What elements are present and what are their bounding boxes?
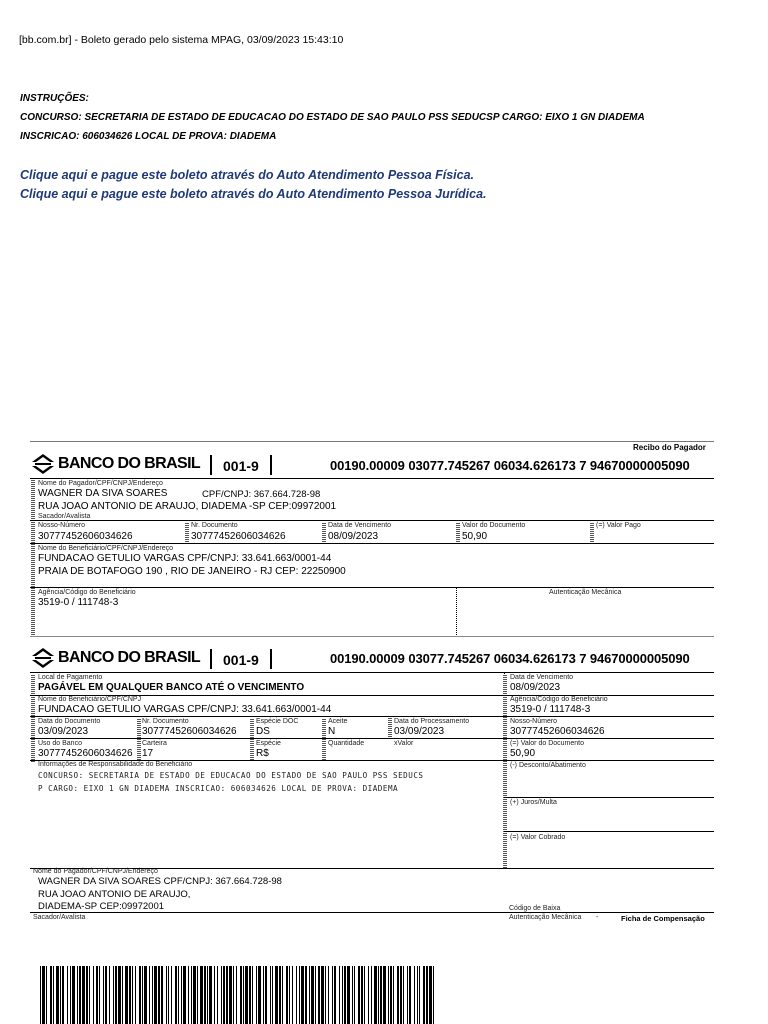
bank-separator	[270, 455, 272, 475]
ficha-valor-documento-label: (=) Valor do Documento	[510, 740, 584, 747]
browser-header-text: [bb.com.br] - Boleto gerado pelo sistema MPAG, 03/09/2023 15:43:10	[19, 34, 344, 46]
data-processamento-value: 03/09/2023	[394, 726, 445, 737]
bank-separator	[210, 649, 212, 669]
hatch-decoration	[31, 674, 35, 762]
local-pagamento-label: Local de Pagamento	[38, 674, 103, 681]
carteira-value: 17	[142, 748, 154, 759]
uso-banco-value: 30777452606034626	[38, 748, 133, 759]
ficha-pagador-line3: DIADEMA-SP CEP:09972001	[38, 901, 165, 912]
recibo-top-rule	[30, 441, 714, 442]
hatch-decoration	[590, 522, 594, 544]
hatch-decoration	[31, 480, 35, 635]
row-divider	[30, 672, 714, 673]
hatch-decoration	[322, 522, 326, 544]
ficha-vencimento-label: Data de Vencimento	[510, 674, 574, 681]
pagador-label: Nome do Pagador/CPF/CNPJ/Endereço	[38, 480, 163, 487]
beneficiario-address: PRAIA DE BOTAFOGO 190 , RIO DE JANEIRO - RJ CEP: 22250900	[38, 566, 346, 577]
row-divider	[30, 520, 714, 521]
ficha-nosso-numero-label: Nosso-Número	[510, 718, 558, 725]
linha-digitavel: 00190.00009 03077.745267 06034.626173 7 94670000005090	[330, 458, 690, 473]
hatch-decoration	[137, 718, 141, 760]
dotted-divider	[456, 588, 457, 635]
quantidade-label: Quantidade	[328, 740, 365, 747]
ficha-pagador-line1: WAGNER DA SIVA SOARES CPF/CNPJ: 367.664.728-98	[38, 876, 282, 887]
hatch-decoration	[503, 674, 507, 868]
nr-documento-label: Nr. Documento	[191, 522, 238, 529]
bank-name: BANCO DO BRASIL	[58, 649, 201, 666]
especie-label: Espécie	[256, 740, 281, 747]
cut-line	[30, 636, 714, 637]
hatch-decoration	[456, 522, 460, 544]
agencia-label: Agência/Código do Beneficiário	[38, 589, 136, 596]
linha-digitavel: 00190.00009 03077.745267 06034.626173 7 94670000005090	[330, 651, 690, 666]
pagador-name: WAGNER DA SIVA SOARES	[38, 488, 168, 499]
nosso-numero-value: 30777452606034626	[38, 531, 133, 542]
hatch-decoration	[185, 522, 189, 544]
ficha-pagador-line2: RUA JOAO ANTONIO DE ARAUJO,	[38, 889, 191, 900]
info-line2: P CARGO: EIXO 1 GN DIADEMA INSCRICAO: 606034626 LOCAL DE PROVA: DIADEMA	[38, 784, 399, 793]
nosso-numero-label: Nosso-Número	[38, 522, 86, 529]
juros-label: (+) Juros/Multa	[510, 799, 557, 806]
sacador-label: Sacador/Avalista	[38, 513, 91, 520]
autenticacao-dash: -	[596, 914, 599, 921]
barcode-bar	[433, 966, 434, 1024]
link-pessoa-juridica[interactable]: Clique aqui e pague este boleto através do Auto Atendimento Pessoa Jurídica.	[20, 187, 487, 201]
ficha-pagador-label: Nome do Pagador/CPF/CNPJ/Endereço	[33, 868, 158, 875]
agencia-value: 3519-0 / 111748-3	[38, 597, 119, 608]
info-beneficiario-label: Informações de Responsabilidade do Beneficiário	[38, 761, 193, 768]
bank-logo	[32, 454, 200, 474]
valor-documento-label: Valor do Documento	[462, 522, 526, 529]
ficha-vencimento-value: 08/09/2023	[510, 682, 561, 693]
vencimento-value: 08/09/2023	[328, 531, 379, 542]
uso-banco-label: Uso do Banco	[38, 740, 82, 747]
vencimento-label: Data de Vencimento	[328, 522, 392, 529]
valor-cobrado-label: (=) Valor Cobrado	[510, 834, 566, 841]
ficha-sacador-label: Sacador/Avalista	[33, 914, 86, 921]
data-processamento-label: Data do Processamento	[394, 718, 470, 725]
row-divider	[30, 587, 714, 588]
recibo-title: Recibo do Pagador	[633, 443, 706, 452]
data-documento-value: 03/09/2023	[38, 726, 89, 737]
instructions-title: INSTRUÇÕES:	[20, 93, 89, 104]
ficha-compensacao-label: Ficha de Compensação	[621, 914, 705, 923]
instructions-line1: CONCURSO: SECRETARIA DE ESTADO DE EDUCACAO DO ESTADO DE SAO PAULO PSS SEDUCSP CARGO: EIXO 1 GN DIADEMA	[20, 112, 645, 123]
nr-documento-value: 30777452606034626	[191, 531, 286, 542]
ficha-nr-documento-label: Nr. Documento	[142, 718, 189, 725]
bank-separator	[210, 455, 212, 475]
aceite-label: Aceite	[328, 718, 348, 725]
row-divider	[30, 912, 714, 913]
pagador-cpf: CPF/CNPJ: 367.664.728-98	[202, 489, 321, 500]
valor-documento-value: 50,90	[462, 531, 488, 542]
xvalor-label: xValor	[394, 740, 414, 747]
row-divider	[504, 797, 714, 798]
hatch-decoration	[388, 718, 392, 739]
bank-name: BANCO DO BRASIL	[58, 455, 201, 472]
especie-doc-label: Espécie DOC	[256, 718, 299, 725]
bank-code: 001-9	[223, 458, 259, 474]
carteira-label: Carteira	[142, 740, 167, 747]
bank-separator	[270, 649, 272, 669]
row-divider	[30, 738, 714, 739]
aceite-value: N	[328, 726, 336, 737]
ficha-autenticacao-label: Autenticação Mecânica	[509, 914, 582, 921]
ficha-beneficiario-value: FUNDACAO GETULIO VARGAS CPF/CNPJ: 33.641.663/0001-44	[38, 704, 332, 715]
desconto-label: (-) Desconto/Abatimento	[510, 762, 586, 769]
row-divider	[30, 478, 714, 479]
data-documento-label: Data do Documento	[38, 718, 101, 725]
row-divider	[30, 716, 714, 717]
barcode	[40, 966, 434, 1024]
row-divider	[30, 543, 714, 544]
ficha-nosso-numero-value: 30777452606034626	[510, 726, 605, 737]
local-pagamento-value: PAGÁVEL EM QUALQUER BANCO ATÉ O VENCIMENTO	[38, 682, 305, 693]
autenticacao-label: Autenticação Mecânica	[549, 589, 622, 596]
banco-do-brasil-logo-icon	[32, 454, 54, 474]
link-pessoa-fisica[interactable]: Clique aqui e pague este boleto através do Auto Atendimento Pessoa Física.	[20, 168, 475, 182]
ficha-valor-documento-value: 50,90	[510, 748, 536, 759]
ficha-agencia-value: 3519-0 / 111748-3	[510, 704, 591, 715]
especie-value: R$	[256, 748, 269, 759]
banco-do-brasil-logo-icon	[32, 648, 54, 668]
especie-doc-value: DS	[256, 726, 270, 737]
hatch-decoration	[322, 718, 326, 760]
info-line1: CONCURSO: SECRETARIA DE ESTADO DE EDUCACAO DO ESTADO DE SAO PAULO PSS SEDUCS	[38, 771, 424, 780]
ficha-beneficiario-label: Nome do Beneficiário/CPF/CNPJ	[38, 696, 142, 703]
hatch-decoration	[250, 718, 254, 760]
ficha-nr-documento-value: 30777452606034626	[142, 726, 237, 737]
beneficiario-label: Nome do Beneficiário/CPF/CNPJ/Endereço	[38, 545, 174, 552]
ficha-agencia-label: Agência/Código do Beneficiário	[510, 696, 608, 703]
pagador-address: RUA JOAO ANTONIO DE ARAUJO, DIADEMA -SP CEP:09972001	[38, 501, 337, 512]
instructions-line2: INSCRICAO: 606034626 LOCAL DE PROVA: DIADEMA	[20, 131, 277, 142]
valor-pago-label: (=) Valor Pago	[596, 522, 641, 529]
bank-logo	[32, 648, 200, 668]
beneficiario-value: FUNDACAO GETULIO VARGAS CPF/CNPJ: 33.641.663/0001-44	[38, 553, 332, 564]
bank-code: 001-9	[223, 652, 259, 668]
codigo-baixa-label: Código de Baixa	[509, 905, 561, 912]
row-divider	[504, 831, 714, 832]
